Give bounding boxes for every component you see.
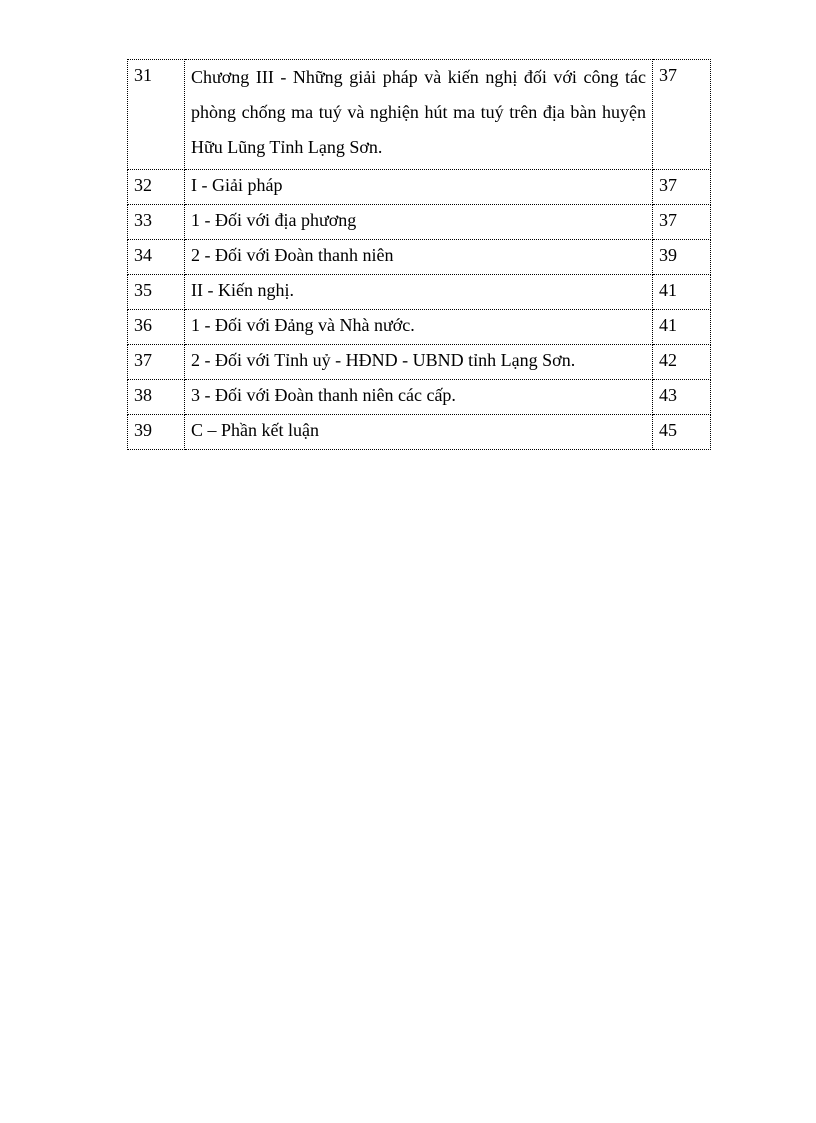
row-page: 43	[653, 380, 711, 415]
row-number: 37	[128, 345, 185, 380]
row-number: 36	[128, 310, 185, 345]
row-number: 32	[128, 170, 185, 205]
table-row	[128, 380, 711, 415]
row-page: 37	[653, 60, 711, 170]
table-row	[128, 345, 711, 380]
row-title: 2 - Đối với Đoàn thanh niên	[185, 240, 653, 275]
row-page: 41	[653, 310, 711, 345]
row-page: 45	[653, 415, 711, 450]
table-row	[128, 415, 711, 450]
row-page: 37	[653, 205, 711, 240]
table-row	[128, 205, 711, 240]
table-of-contents	[127, 59, 711, 450]
row-title: 3 - Đối với Đoàn thanh niên các cấp.	[185, 380, 653, 415]
row-number: 35	[128, 275, 185, 310]
row-title: I - Giải pháp	[185, 170, 653, 205]
row-page: 39	[653, 240, 711, 275]
row-number: 38	[128, 380, 185, 415]
row-title: C – Phần kết luận	[185, 415, 653, 450]
row-page: 42	[653, 345, 711, 380]
table-row	[128, 310, 711, 345]
table-row	[128, 240, 711, 275]
row-title: 1 - Đối với Đảng và Nhà nước.	[185, 310, 653, 345]
row-title: 2 - Đối với Tỉnh uỷ - HĐND - UBND tỉnh Lạng Sơn.	[185, 345, 653, 380]
row-page: 41	[653, 275, 711, 310]
row-number: 31	[128, 60, 185, 170]
row-page: 37	[653, 170, 711, 205]
row-title: 1 - Đối với địa phương	[185, 205, 653, 240]
row-title: Chương III - Những giải pháp và kiến nghị đối với công tác phòng chống ma tuý và nghiện hút ma tuý trên địa bàn huyện Hữu Lũng Tỉnh Lạng Sơn.	[185, 60, 653, 170]
row-number: 39	[128, 415, 185, 450]
table-row	[128, 60, 711, 170]
table-row	[128, 275, 711, 310]
row-title: II - Kiến nghị.	[185, 275, 653, 310]
row-number: 33	[128, 205, 185, 240]
row-number: 34	[128, 240, 185, 275]
table-row	[128, 170, 711, 205]
